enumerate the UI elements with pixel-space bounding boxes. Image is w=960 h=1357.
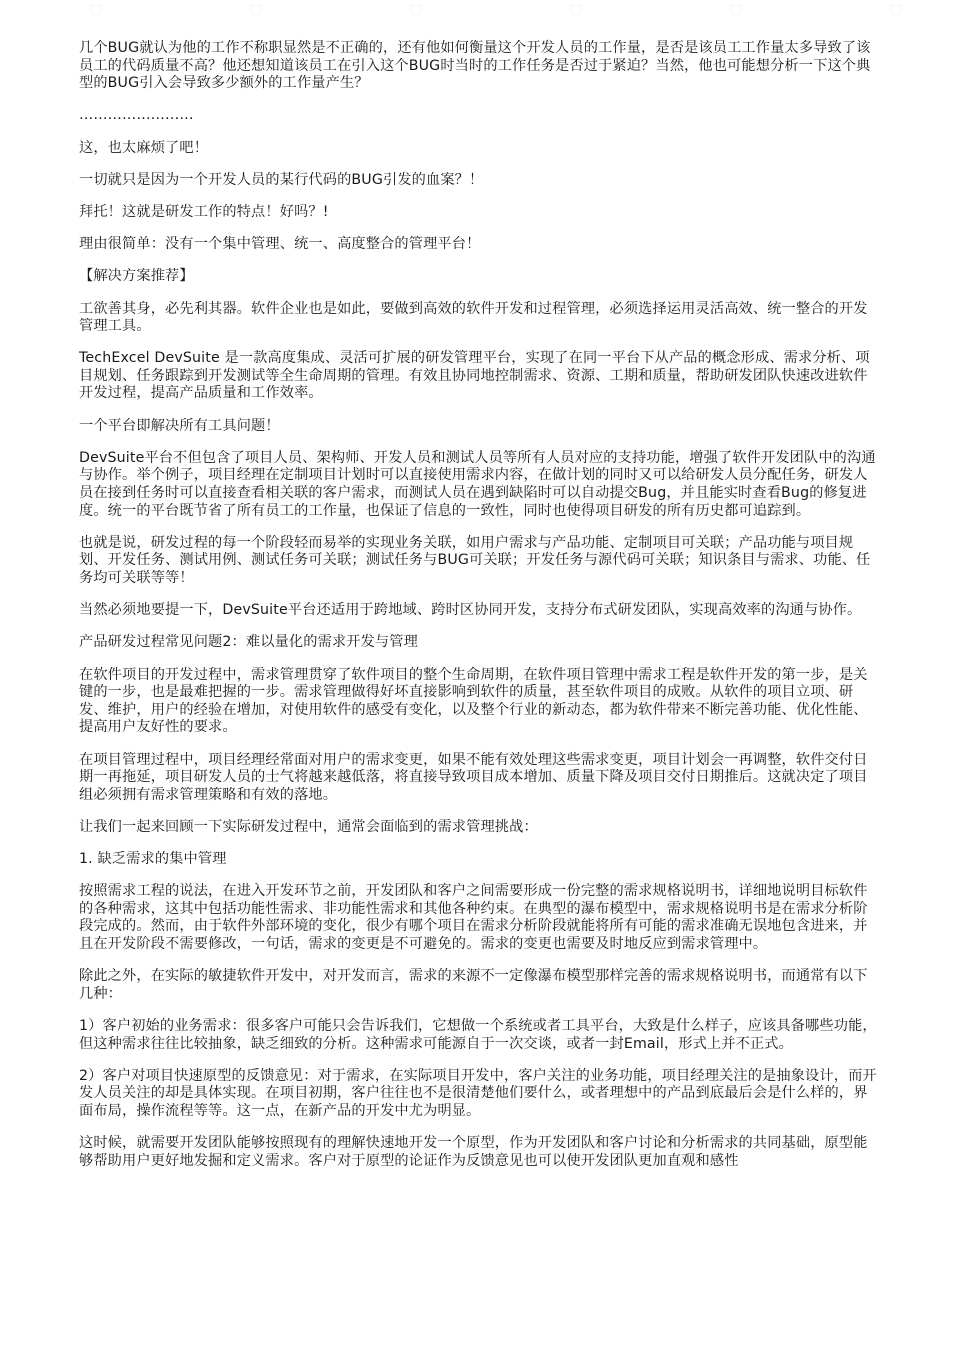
paragraph: 理由很简单：没有一个集中管理、统一、高度整合的管理平台！ bbox=[79, 236, 481, 253]
watermark-glyph: ▢ bbox=[890, 2, 903, 17]
list-item: 2）客户对项目快速原型的反馈意见：对于需求，在实际项目开发中，客户关注的业务功能，项目经理关注的是抽象设计，而开发人员关注的却是具体实现。在项目初期，客户往往也不是很清楚他们要什么，或者理想中的产品到底最后会是什么样的，界面布局，操作流程等等。这一点，在新产品的开发中尤为明显。 bbox=[79, 1067, 877, 1119]
section-heading: 产品研发过程常见问题2：难以量化的需求开发与管理 bbox=[79, 634, 418, 651]
watermark-glyph: ▢ bbox=[250, 2, 263, 17]
paragraph: 当然必须地要提一下，DevSuite平台还适用于跨地域、跨时区协同开发，支持分布式研发团队，实现高效率的沟通与协作。 bbox=[79, 602, 862, 619]
paragraph: 这，也太麻烦了吧！ bbox=[79, 139, 209, 156]
paragraph: 一切就只是因为一个开发人员的某行代码的BUG引发的血案？！ bbox=[79, 171, 484, 188]
paragraph: 在软件项目的开发过程中，需求管理贯穿了软件项目的整个生命周期，在软件项目管理中需求工程是软件开发的第一步，是关键的一步，也是最难把握的一步。需求管理做得好坏直接影响到软件的质量，甚至软件项目的成败。从软件的项目立项、研发、维护，用户的经验在增加，对使用软件的感受有变化，以及整个行业的新动态，都为软件带来不断完善功能、优化性能、提高用户友好性的要求。 bbox=[79, 666, 868, 736]
paragraph: 这时候，就需要开发团队能够按照现有的理解快速地开发一个原型，作为开发团队和客户讨论和分析需求的共同基础，原型能够帮助用户更好地发掘和定义需求。客户对于原型的论证作为反馈意见也可以使开发团队更加直观和感性 bbox=[79, 1135, 868, 1169]
paragraph: DevSuite平台不但包含了项目人员、架构师、开发人员和测试人员等所有人员对应的支持功能，增强了软件开发团队中的沟通与协作。举个例子，项目经理在定制项目计划时可以直接使用需求内容，在做计划的同时又可以给研发人员分配任务，研发人员在接到任务时可以直接查看相关联的客户需求，而测试人员在遇到缺陷时可以自动提交Bug，并且能实时查看Bug的修复进度。统一的平台既节省了所有员工的工作量，也保证了信息的一致性，同时也使得项目研发的所有历史都可追踪到。 bbox=[79, 449, 876, 519]
paragraph: 让我们一起来回顾一下实际研发过程中，通常会面临到的需求管理挑战： bbox=[79, 818, 538, 835]
paragraph: 在项目管理过程中，项目经理经常面对用户的需求变更，如果不能有效处理这些需求变更，项目计划会一再调整，软件交付日期一再拖延，项目研发人员的士气将越来越低落，将直接导致项目成本增加、质量下降及项目交付日期推后。这就决定了项目组必须拥有需求管理策略和有效的落地。 bbox=[79, 751, 868, 803]
watermark-glyph: ▢ bbox=[730, 2, 743, 17]
watermark-glyph: ▢ bbox=[90, 2, 103, 17]
paragraph: TechExcel DevSuite 是一款高度集成、灵活可扩展的研发管理平台，实现了在同一平台下从产品的概念形成、需求分析、项目规划、任务跟踪到开发测试等全生命周期的管理。有效且协同地控制需求、资源、工期和质量，帮助研发团队快速改进软件开发过程，提高产品质量和工作效率。 bbox=[79, 350, 870, 402]
paragraph: 也就是说，研发过程的每一个阶段轻而易举的实现业务关联，如用户需求与产品功能、定制项目可关联；产品功能与项目规划、开发任务、测试用例、测试任务可关联；测试任务与BUG可关联；开发任务与源代码可关联；知识条目与需求、功能、任务均可关联等等！ bbox=[79, 534, 871, 586]
list-item: 1）客户初始的业务需求：很多客户可能只会告诉我们，它想做一个系统或者工具平台，大致是什么样子，应该具备哪些功能，但这种需求往往比较抽象，缺乏细致的分析。这种需求可能源自于一次交谈，或者一封Email，形式上并不正式。 bbox=[79, 1018, 877, 1052]
paragraph: 工欲善其身，必先利其器。软件企业也是如此，要做到高效的软件开发和过程管理，必须选择运用灵活高效、统一整合的开发管理工具。 bbox=[79, 300, 868, 335]
paragraph: 几个BUG就认为他的工作不称职显然是不正确的，还有他如何衡量这个开发人员的工作量，是否是该员工工作量太多导致了该员工的代码质量不高？他还想知道该员工在引入这个BUG时当时的工作任务是否过于紧迫？当然，他也可能想分析一下这个典型的BUG引入会导致多少额外的工作量产生？ bbox=[79, 40, 871, 92]
subsection-heading: 1. 缺乏需求的集中管理 bbox=[79, 851, 227, 868]
section-heading: 【解决方案推荐】 bbox=[79, 268, 194, 285]
watermark-glyph: ▢ bbox=[570, 2, 583, 17]
watermark-strip bbox=[0, 0, 960, 26]
paragraph: 一个平台即解决所有工具问题！ bbox=[79, 417, 280, 434]
paragraph: 按照需求工程的说法，在进入开发环节之前，开发团队和客户之间需要形成一份完整的需求规格说明书，详细地说明目标软件的各种需求，这其中包括功能性需求、非功能性需求和其他各种约束。在典型的瀑布模型中，需求规格说明书是在需求分析阶段完成的。然而，由于软件外部环境的变化，很少有哪个项目在需求分析阶段就能将所有可能的需求准确无误地包含进来，并且在开发阶段不需要修改，一句话，需求的变更是不可避免的。需求的变更也需要及时地反应到需求管理中。 bbox=[79, 883, 868, 953]
watermark-glyph: ▢ bbox=[410, 2, 423, 17]
document-body bbox=[79, 40, 879, 1185]
paragraph: 除此之外，在实际的敏捷软件开发中，对开发而言，需求的来源不一定像瀑布模型那样完善的需求规格说明书，而通常有以下几种： bbox=[79, 968, 868, 1002]
ellipsis-line: …………………… bbox=[79, 107, 194, 124]
paragraph: 拜托！这就是研发工作的特点！好吗？! bbox=[79, 203, 329, 220]
